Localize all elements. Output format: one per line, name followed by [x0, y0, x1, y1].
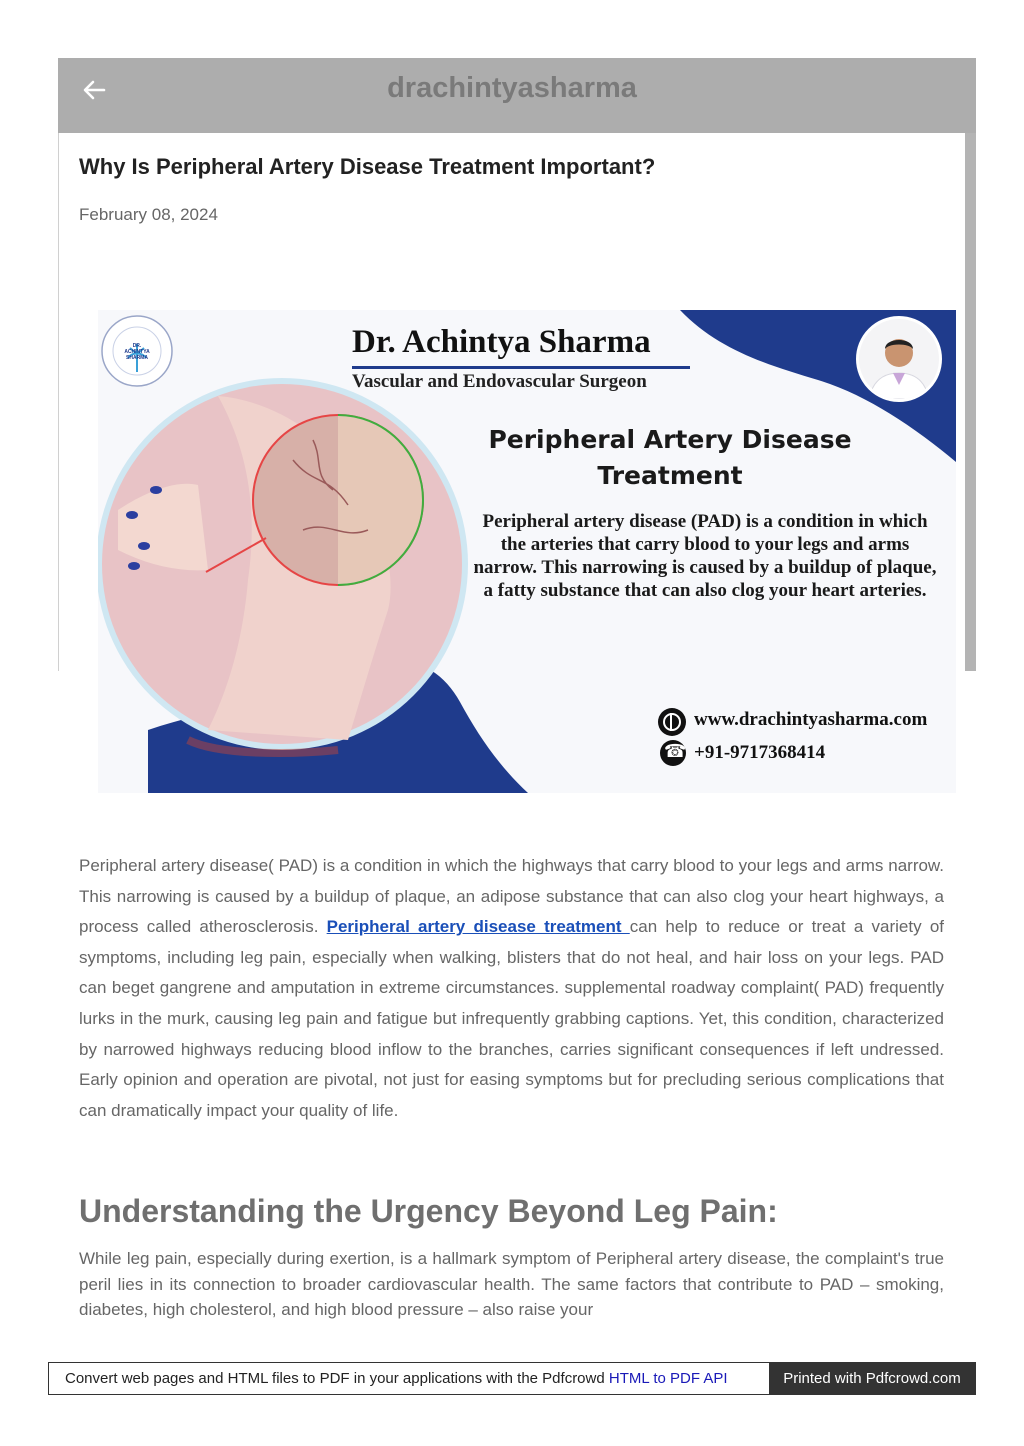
- post-title: Why Is Peripheral Artery Disease Treatment Important?: [79, 154, 656, 179]
- html-to-pdf-api-link[interactable]: HTML to PDF API: [608, 1370, 728, 1387]
- section-heading: Understanding the Urgency Beyond Leg Pain:: [79, 1193, 778, 1229]
- post-date: February 08, 2024: [79, 205, 218, 224]
- phone-icon: [660, 740, 686, 766]
- banner-subtitle: Vascular and Endovascular Surgeon: [352, 371, 647, 392]
- back-button[interactable]: [78, 74, 110, 106]
- pdfcrowd-footer: [48, 1362, 976, 1395]
- banner-heading: Peripheral Artery Disease Treatment: [488, 425, 852, 490]
- banner-description: Peripheral artery disease (PAD) is a condition in which the arteries that carry blood to your legs and arms narrow. This narrowing is caused by a buildup of plaque, a fatty substance that can also clog your heart arteries.: [473, 511, 937, 601]
- globe-icon: [658, 708, 686, 736]
- footer-convert-text: Convert web pages and HTML files to PDF in your applications with the Pdfcrowd HTML to PDF API: [65, 1370, 728, 1387]
- banner-divider: [352, 366, 690, 369]
- banner-doctor-name: Dr. Achintya Sharma: [352, 324, 651, 360]
- article-paragraph-2: While leg pain, especially during exertion, is a hallmark symptom of Peripheral artery disease, the complaint's true peril lies in its connection to broader cardiovascular health. The same factors that contribute to PAD – smoking, diabetes, high cholesterol, and high blood pressure – also raise your: [79, 1249, 944, 1319]
- banner-phone: +91-9717368414: [694, 742, 826, 763]
- post-banner-image: [98, 310, 956, 793]
- treatment-link[interactable]: Peripheral artery disease treatment: [326, 917, 630, 937]
- arrow-left-icon: [78, 74, 110, 106]
- banner-website: www.drachintyasharma.com: [694, 709, 928, 730]
- article-paragraph-1: Peripheral artery disease( PAD) is a condition in which the highways that carry blood to your legs and arms narrow. This narrowing is caused by a buildup of plaque, an adipose substance that can also clog your heart highways, a process called atherosclerosis. Peripheral artery disease treatment can help to reduce or treat a variety of symptoms, including leg pain, especially when walking, blisters that do not heal, and hair loss on your legs. PAD can beget gangrene and amputation in extreme circumstances. supplemental roadway complaint( PAD) frequently lurks in the murk, causing leg pain and fatigue but infrequently grabbing captions. Yet, this condition, characterized by narrowed highways reducing blood inflow to the branches, carries significant consequences if left undressed. Early opinion and operation are pivotal, not just for easing symptoms but for precluding serious complications that can dramatically impact your quality of life.: [79, 856, 944, 1120]
- site-title[interactable]: drachintyasharma: [387, 72, 637, 104]
- clinic-logo: DR. ACHINTYA SHARMA: [100, 314, 174, 388]
- footer-printed-with[interactable]: Printed with Pdfcrowd.com: [769, 1363, 975, 1394]
- doctor-photo: [856, 316, 942, 402]
